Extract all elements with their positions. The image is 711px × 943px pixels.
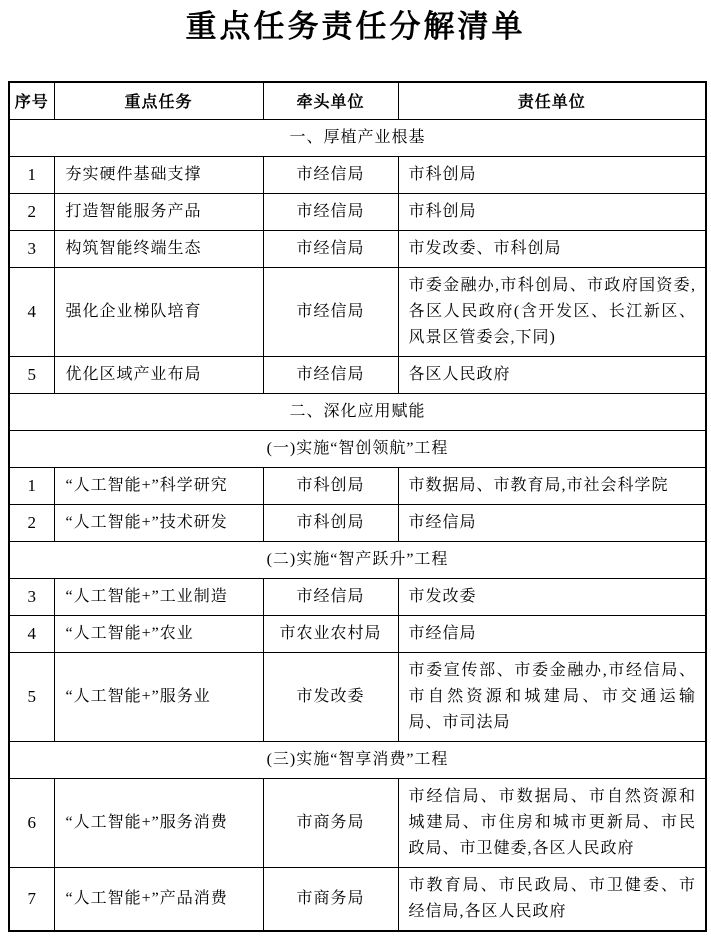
cell-lead: 市经信局 bbox=[263, 356, 398, 393]
header-no: 序号 bbox=[9, 82, 54, 119]
section-label: 二、深化应用赋能 bbox=[9, 393, 706, 430]
section-label: 一、厚植产业根基 bbox=[9, 119, 706, 156]
cell-task: 夯实硬件基础支撑 bbox=[54, 156, 263, 193]
table-body bbox=[9, 119, 706, 931]
cell-task: 打造智能服务产品 bbox=[54, 193, 263, 230]
cell-task: “人工智能+”工业制造 bbox=[54, 578, 263, 615]
task-row bbox=[9, 356, 706, 393]
cell-lead: 市农业农村局 bbox=[263, 615, 398, 652]
section-label: (三)实施“智享消费”工程 bbox=[9, 741, 706, 778]
cell-no: 4 bbox=[9, 615, 54, 652]
cell-task: “人工智能+”产品消费 bbox=[54, 867, 263, 931]
cell-resp: 市科创局 bbox=[398, 193, 706, 230]
cell-no: 4 bbox=[9, 267, 54, 356]
cell-resp: 市发改委 bbox=[398, 578, 706, 615]
cell-no: 5 bbox=[9, 356, 54, 393]
cell-no: 2 bbox=[9, 193, 54, 230]
task-row bbox=[9, 230, 706, 267]
section-label: (二)实施“智产跃升”工程 bbox=[9, 541, 706, 578]
cell-resp: 市教育局、市民政局、市卫健委、市经信局,各区人民政府 bbox=[398, 867, 706, 931]
cell-lead: 市科创局 bbox=[263, 504, 398, 541]
task-table bbox=[8, 81, 707, 932]
section-label: (一)实施“智创领航”工程 bbox=[9, 430, 706, 467]
cell-lead: 市经信局 bbox=[263, 156, 398, 193]
cell-lead: 市经信局 bbox=[263, 193, 398, 230]
cell-resp: 市委宣传部、市委金融办,市经信局、市自然资源和城建局、市交通运输局、市司法局 bbox=[398, 652, 706, 741]
task-row bbox=[9, 193, 706, 230]
header-lead: 牵头单位 bbox=[263, 82, 398, 119]
cell-no: 7 bbox=[9, 867, 54, 931]
task-row bbox=[9, 652, 706, 741]
task-row bbox=[9, 578, 706, 615]
cell-resp: 市数据局、市教育局,市社会科学院 bbox=[398, 467, 706, 504]
cell-task: 构筑智能终端生态 bbox=[54, 230, 263, 267]
cell-no: 3 bbox=[9, 578, 54, 615]
cell-task: “人工智能+”技术研发 bbox=[54, 504, 263, 541]
page-title: 重点任务责任分解清单 bbox=[185, 9, 526, 44]
cell-lead: 市科创局 bbox=[263, 467, 398, 504]
cell-lead: 市经信局 bbox=[263, 230, 398, 267]
task-row bbox=[9, 615, 706, 652]
task-row bbox=[9, 504, 706, 541]
header-task: 重点任务 bbox=[54, 82, 263, 119]
header-row bbox=[9, 82, 706, 119]
cell-task: “人工智能+”农业 bbox=[54, 615, 263, 652]
cell-task: “人工智能+”科学研究 bbox=[54, 467, 263, 504]
task-row bbox=[9, 778, 706, 867]
section-row bbox=[9, 741, 706, 778]
cell-resp: 各区人民政府 bbox=[398, 356, 706, 393]
cell-no: 6 bbox=[9, 778, 54, 867]
table-header bbox=[9, 82, 706, 119]
section-row bbox=[9, 430, 706, 467]
cell-lead: 市商务局 bbox=[263, 778, 398, 867]
cell-task: 强化企业梯队培育 bbox=[54, 267, 263, 356]
cell-no: 1 bbox=[9, 467, 54, 504]
cell-resp: 市经信局 bbox=[398, 504, 706, 541]
cell-no: 1 bbox=[9, 156, 54, 193]
cell-resp: 市科创局 bbox=[398, 156, 706, 193]
section-row bbox=[9, 393, 706, 430]
task-row bbox=[9, 267, 706, 356]
cell-lead: 市商务局 bbox=[263, 867, 398, 931]
task-row bbox=[9, 156, 706, 193]
header-resp: 责任单位 bbox=[398, 82, 706, 119]
task-row bbox=[9, 467, 706, 504]
cell-resp: 市委金融办,市科创局、市政府国资委,各区人民政府(含开发区、长江新区、风景区管委会,下同) bbox=[398, 267, 706, 356]
cell-lead: 市经信局 bbox=[263, 578, 398, 615]
cell-resp: 市发改委、市科创局 bbox=[398, 230, 706, 267]
cell-no: 5 bbox=[9, 652, 54, 741]
task-row bbox=[9, 867, 706, 931]
cell-no: 3 bbox=[9, 230, 54, 267]
cell-task: “人工智能+”服务业 bbox=[54, 652, 263, 741]
cell-lead: 市经信局 bbox=[263, 267, 398, 356]
section-row bbox=[9, 541, 706, 578]
cell-resp: 市经信局 bbox=[398, 615, 706, 652]
cell-lead: 市发改委 bbox=[263, 652, 398, 741]
cell-no: 2 bbox=[9, 504, 54, 541]
cell-resp: 市经信局、市数据局、市自然资源和城建局、市住房和城市更新局、市民政局、市卫健委,各区人民政府 bbox=[398, 778, 706, 867]
cell-task: 优化区域产业布局 bbox=[54, 356, 263, 393]
cell-task: “人工智能+”服务消费 bbox=[54, 778, 263, 867]
section-row bbox=[9, 119, 706, 156]
